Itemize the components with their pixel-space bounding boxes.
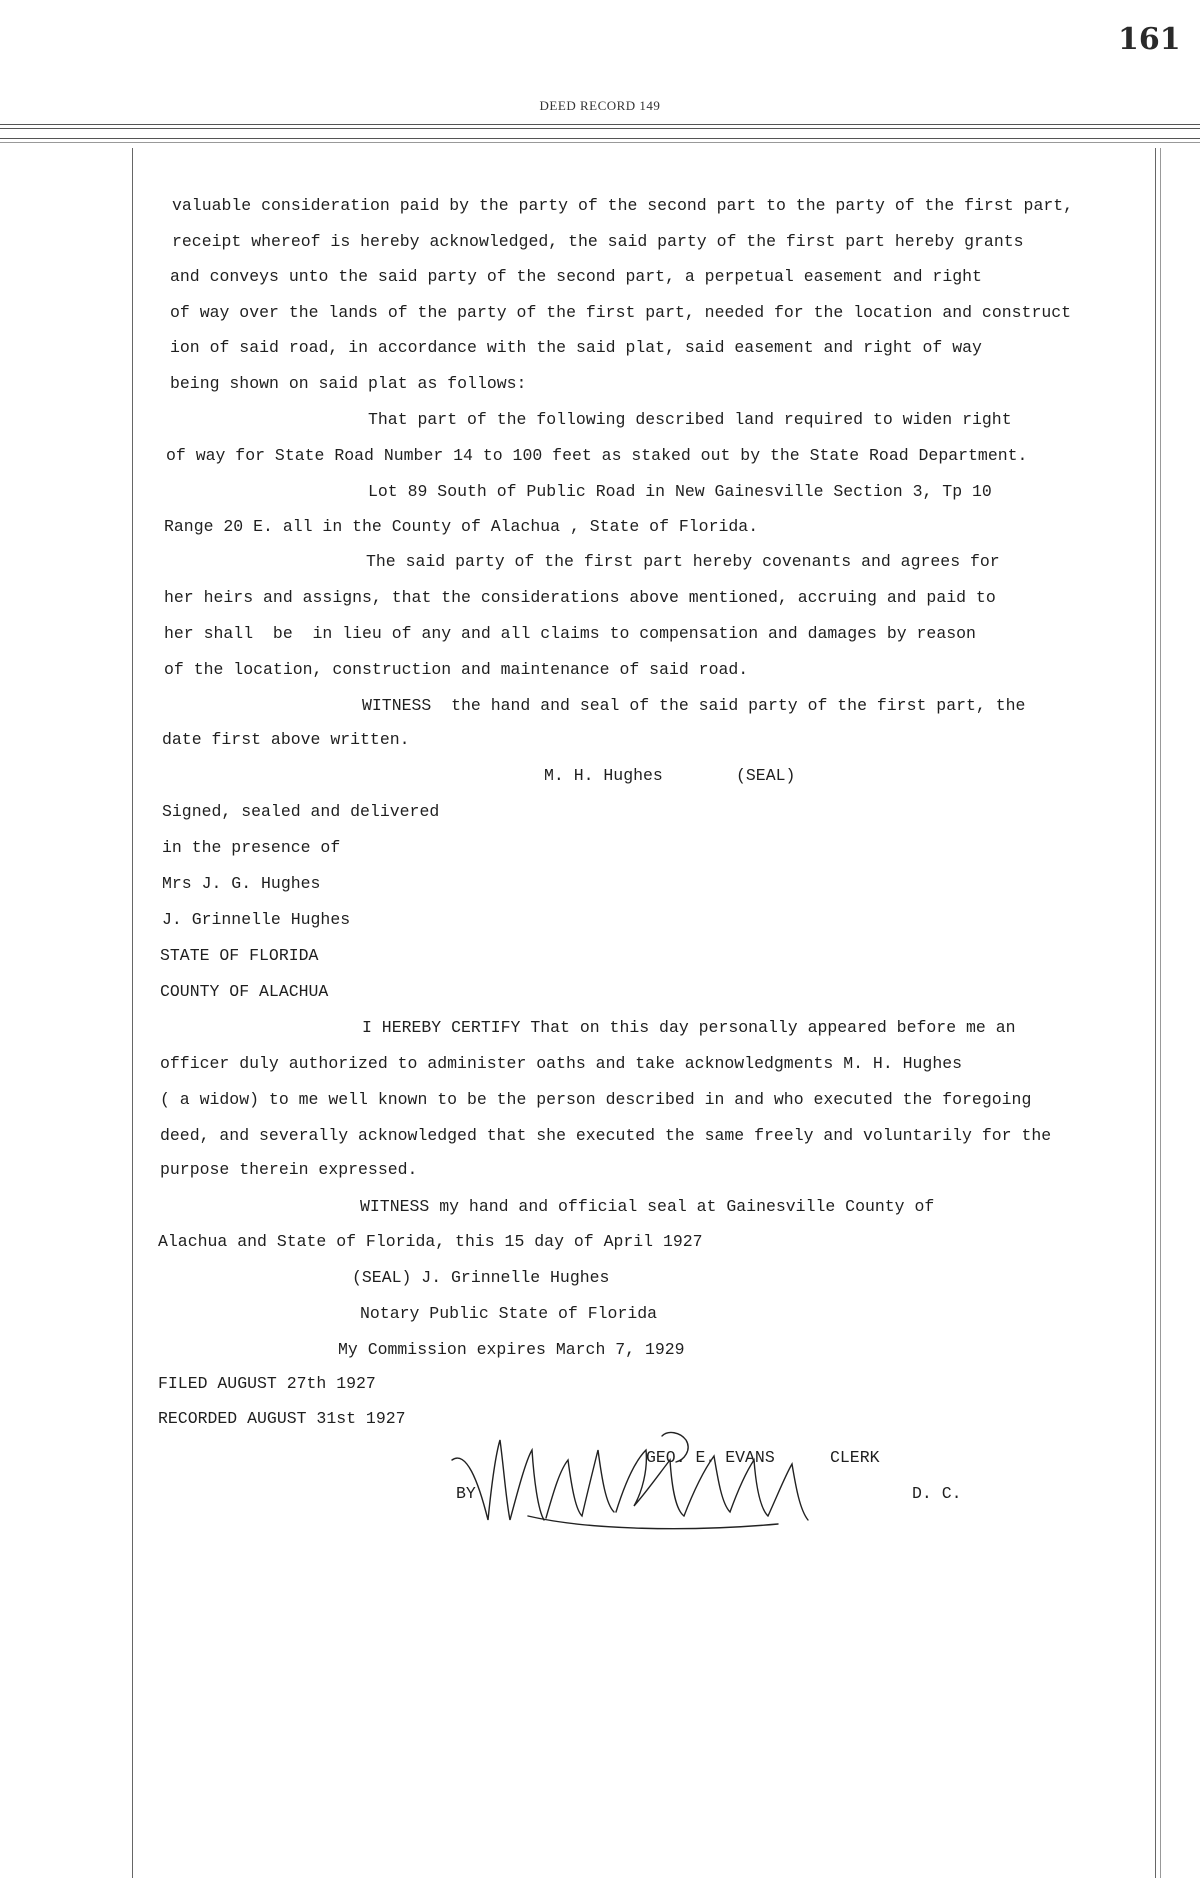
header-rule xyxy=(0,128,1200,129)
grantor-signature: M. H. Hughes xyxy=(544,766,663,785)
body-line: Lot 89 South of Public Road in New Gainesville Section 3, Tp 10 xyxy=(368,482,992,501)
body-line: her shall be in lieu of any and all claims to compensation and damages by reason xyxy=(164,624,976,643)
recorded-date: RECORDED AUGUST 31st 1927 xyxy=(158,1409,406,1428)
left-margin-line xyxy=(132,148,133,1878)
witness-line: in the presence of xyxy=(162,838,341,857)
certificate-line: officer duly authorized to administer oaths and take acknowledgments M. H. Hughes xyxy=(160,1054,963,1073)
header-rule xyxy=(0,124,1200,125)
notary-title: Notary Public State of Florida xyxy=(360,1304,658,1323)
venue-state: STATE OF FLORIDA xyxy=(160,946,319,965)
notary-seal-name: (SEAL) J. Grinnelle Hughes xyxy=(352,1268,610,1287)
body-line: valuable consideration paid by the party of the second part to the party of the first part, xyxy=(172,196,1074,215)
right-margin-line xyxy=(1155,148,1156,1878)
header-rule xyxy=(0,138,1200,139)
body-line: receipt whereof is hereby acknowledged, the said party of the first part hereby grants xyxy=(172,232,1024,251)
clerk-title: CLERK xyxy=(830,1448,880,1467)
header-rule xyxy=(0,142,1200,143)
witness-line: J. Grinnelle Hughes xyxy=(162,910,351,929)
body-line: WITNESS the hand and seal of the said party of the first part, the xyxy=(362,696,1026,715)
filed-date: FILED AUGUST 27th 1927 xyxy=(158,1374,376,1393)
notary-commission: My Commission expires March 7, 1929 xyxy=(338,1340,685,1359)
certificate-line: deed, and severally acknowledged that she executed the same freely and voluntarily for the xyxy=(160,1126,1052,1145)
record-title: DEED RECORD 149 xyxy=(539,98,661,113)
certificate-line: ( a widow) to me well known to be the person described in and who executed the foregoing xyxy=(160,1090,1032,1109)
deputy-clerk-label: D. C. xyxy=(912,1484,962,1503)
body-line: and conveys unto the said party of the second part, a perpetual easement and right xyxy=(170,267,982,286)
handwritten-signature xyxy=(448,1420,828,1540)
body-line: The said party of the first part hereby covenants and agrees for xyxy=(366,552,1000,571)
witness-line: Mrs J. G. Hughes xyxy=(162,874,321,893)
body-line: of way over the lands of the party of the first part, needed for the location and construct xyxy=(170,303,1072,322)
body-line: her heirs and assigns, that the considerations above mentioned, accruing and paid to xyxy=(164,588,996,607)
clerk-name: GEO. E. EVANS xyxy=(646,1448,775,1467)
certificate-line: purpose therein expressed. xyxy=(160,1160,418,1179)
page-number: 161 xyxy=(1118,22,1181,57)
witness-line: Signed, sealed and delivered xyxy=(162,802,440,821)
body-line: being shown on said plat as follows: xyxy=(170,374,527,393)
body-line: That part of the following described land required to widen right xyxy=(368,410,1012,429)
right-margin-line xyxy=(1160,148,1161,1878)
body-line: Range 20 E. all in the County of Alachua , State of Florida. xyxy=(164,517,759,536)
body-line: of way for State Road Number 14 to 100 feet as staked out by the State Road Department. xyxy=(166,446,1028,465)
grantor-seal: (SEAL) xyxy=(736,766,796,785)
body-line: of the location, construction and maintenance of said road. xyxy=(164,660,749,679)
body-line: ion of said road, in accordance with the said plat, said easement and right of way xyxy=(170,338,982,357)
certificate-line: WITNESS my hand and official seal at Gainesville County of xyxy=(360,1197,935,1216)
venue-county: COUNTY OF ALACHUA xyxy=(160,982,329,1001)
certificate-line: Alachua and State of Florida, this 15 day of April 1927 xyxy=(158,1232,703,1251)
by-label: BY xyxy=(456,1484,476,1503)
certificate-line: I HEREBY CERTIFY That on this day personally appeared before me an xyxy=(362,1018,1016,1037)
body-line: date first above written. xyxy=(162,730,410,749)
